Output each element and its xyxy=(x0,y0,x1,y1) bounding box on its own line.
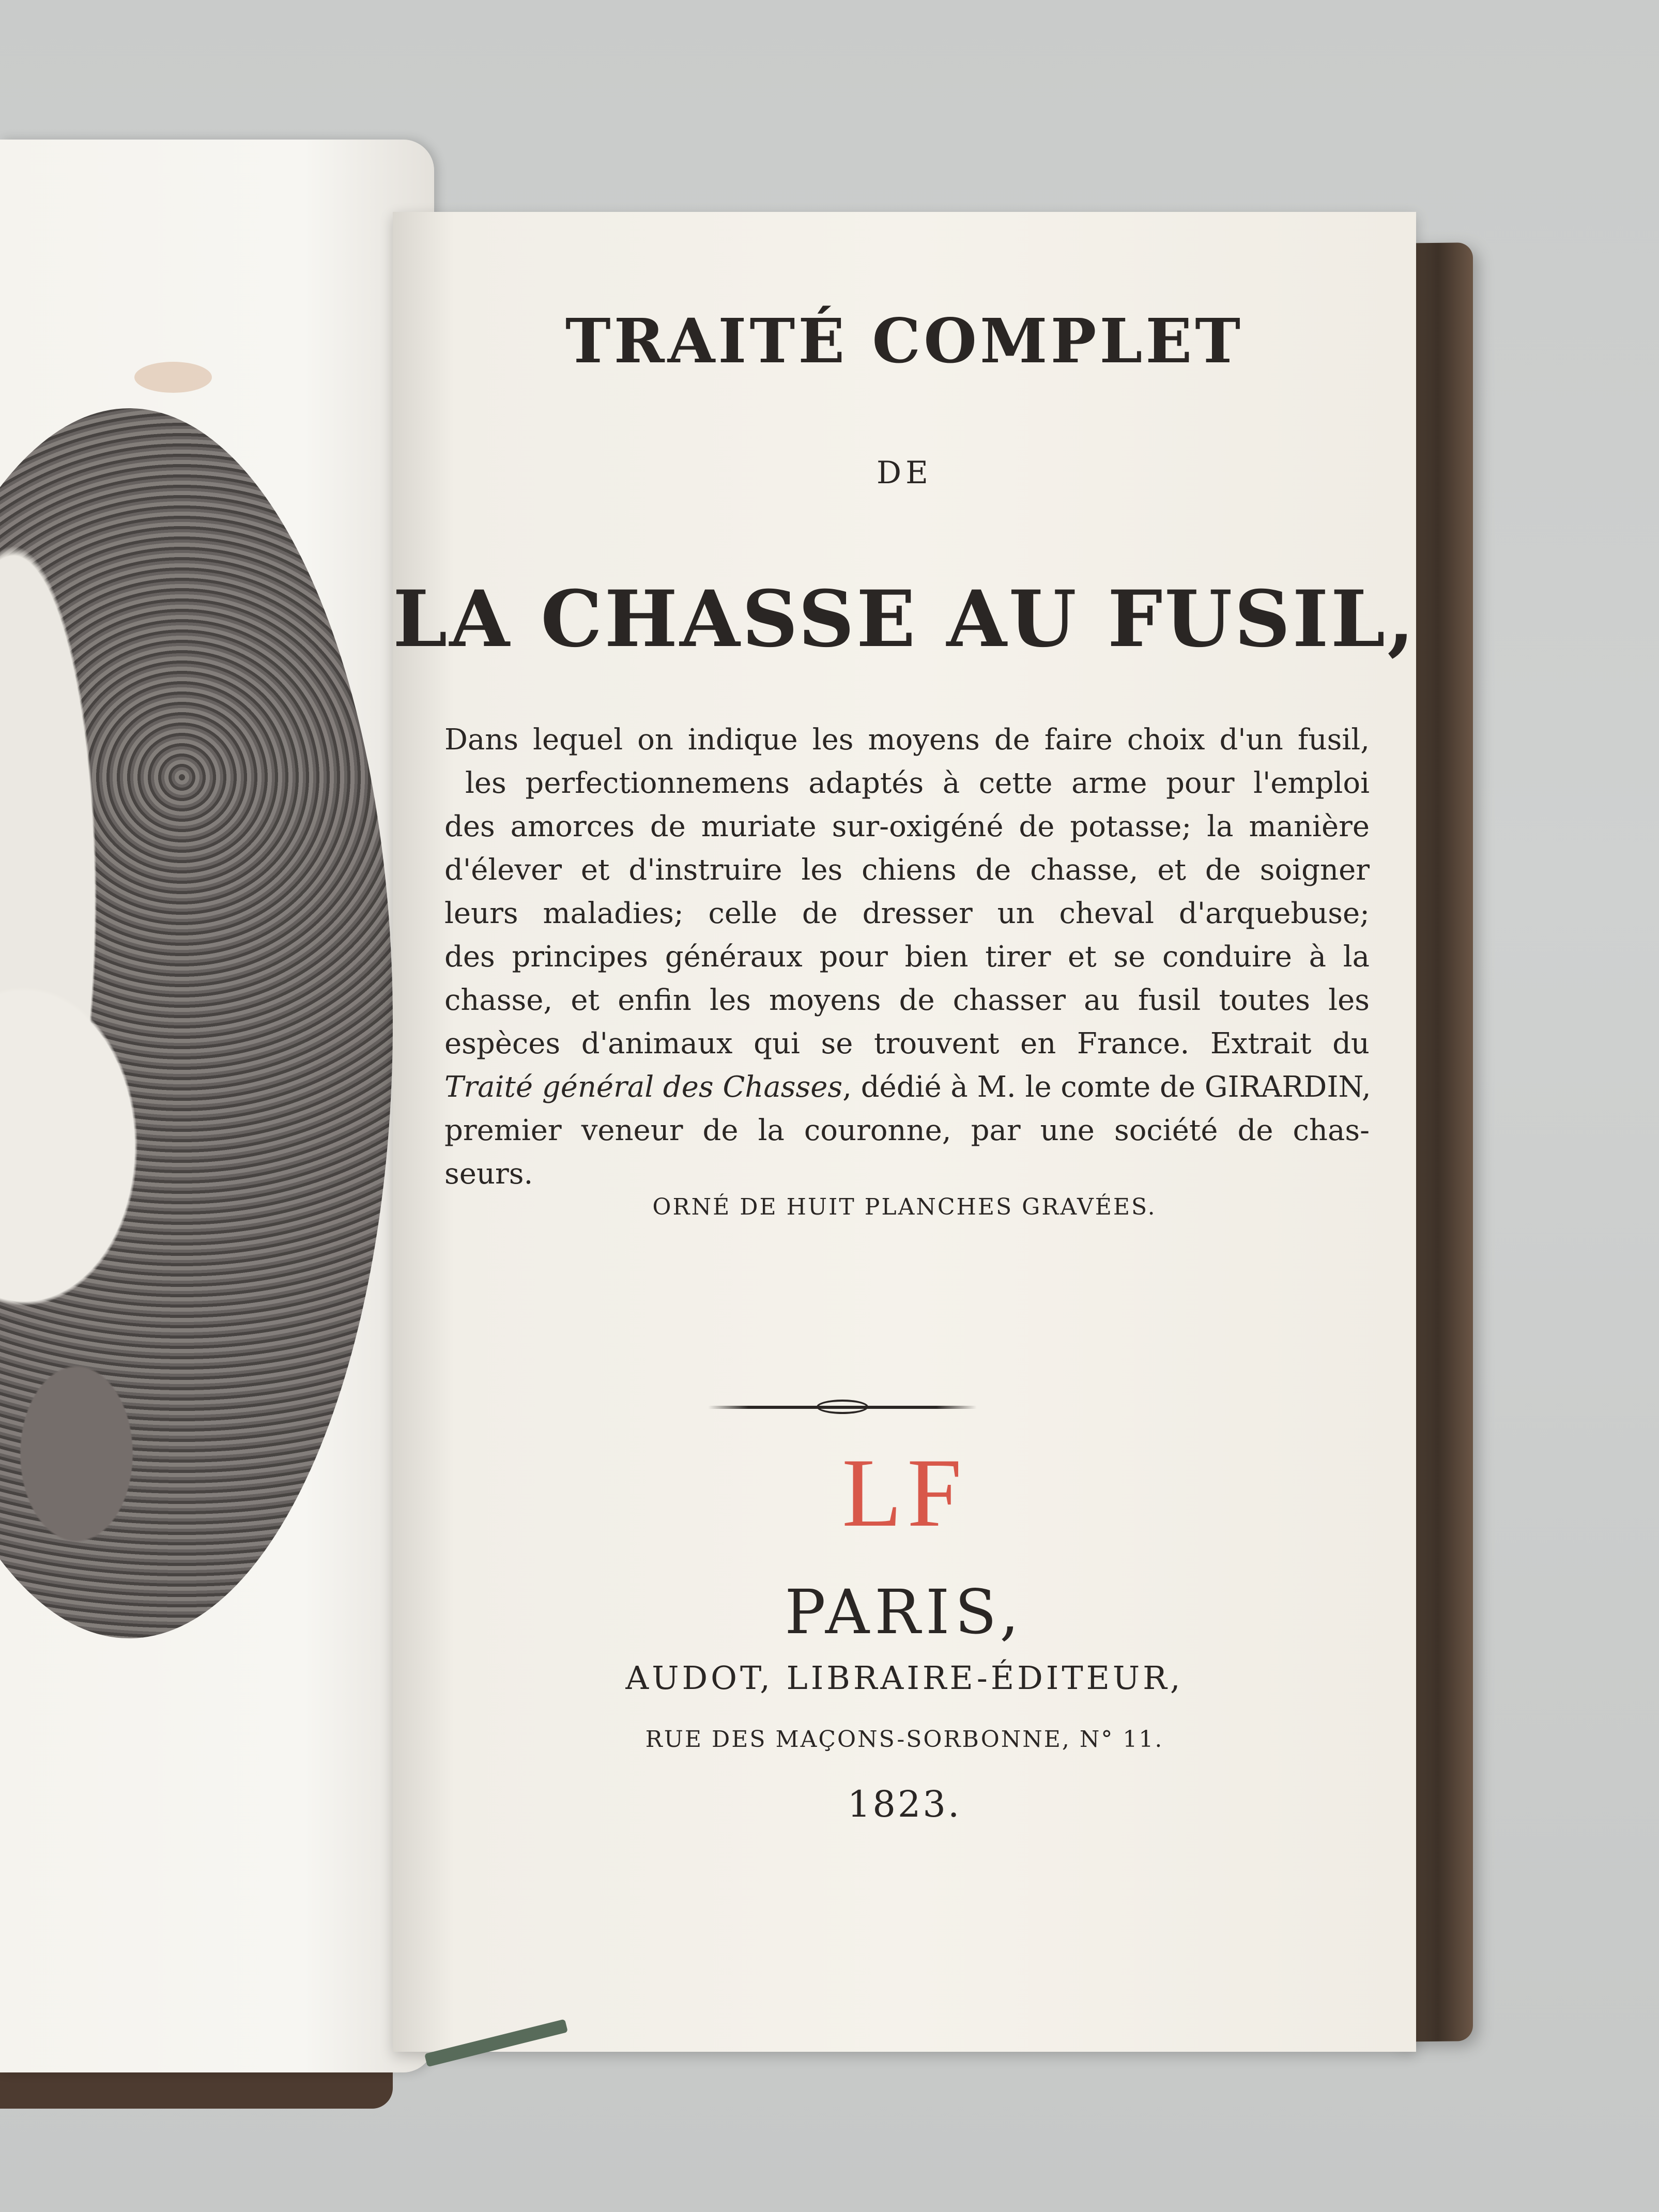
description-line: premier veneur de la couronne, par une société de chas- xyxy=(444,1114,1370,1147)
plates-note: ORNÉ DE HUIT PLANCHES GRAVÉES. xyxy=(652,1194,1157,1220)
book-reference-italic: Traité général des Chasses xyxy=(444,1070,843,1104)
dedication-text: , dédié à M. le comte de GIRARDIN, xyxy=(842,1070,1371,1104)
description-line: espèces d'animaux qui se trouvent en France. Extrait du xyxy=(444,1027,1370,1061)
description-line-italic-row xyxy=(444,1066,1370,1109)
description-line: Dans lequel on indique les moyens de faire choix d'un fusil, xyxy=(444,723,1370,757)
imprint-publisher: AUDOT, LIBRAIRE-ÉDITEUR, xyxy=(625,1659,1184,1697)
description-line: d'élever et d'instruire les chiens de chasse, et de soigner xyxy=(444,853,1370,887)
description-line: des principes généraux pour bien tirer et se conduire à la xyxy=(444,940,1370,974)
ornamental-rule-flourish xyxy=(817,1400,868,1414)
foxing-stain xyxy=(134,362,212,393)
frontispiece-page xyxy=(0,140,434,2072)
title-de: DE xyxy=(877,455,932,491)
description-line: chasse, et enfin les moyens de chasser au fusil toutes les xyxy=(444,984,1370,1017)
imprint-address: RUE DES MAÇONS-SORBONNE, N° 11. xyxy=(645,1726,1164,1753)
imprint-year: 1823. xyxy=(847,1783,962,1825)
subtitle-description xyxy=(444,718,1370,1196)
red-ownership-stamp: LF xyxy=(842,1439,967,1547)
title-line-2: LA CHASSE AU FUSIL, xyxy=(393,574,1417,665)
imprint-city: PARIS, xyxy=(785,1576,1024,1648)
title-line-1: TRAITÉ COMPLET xyxy=(565,305,1244,377)
description-line: les perfectionnemens adaptés à cette arme pour l'emploi xyxy=(465,766,1370,800)
title-page xyxy=(393,212,1416,2052)
description-line: leurs maladies; celle de dresser un cheval d'arquebuse; xyxy=(444,897,1370,930)
description-line: seurs. xyxy=(444,1157,533,1191)
description-line: des amorces de muriate sur-oxigéné de potasse; la manière xyxy=(444,810,1370,843)
hunting-dog-engraving xyxy=(0,408,393,1638)
